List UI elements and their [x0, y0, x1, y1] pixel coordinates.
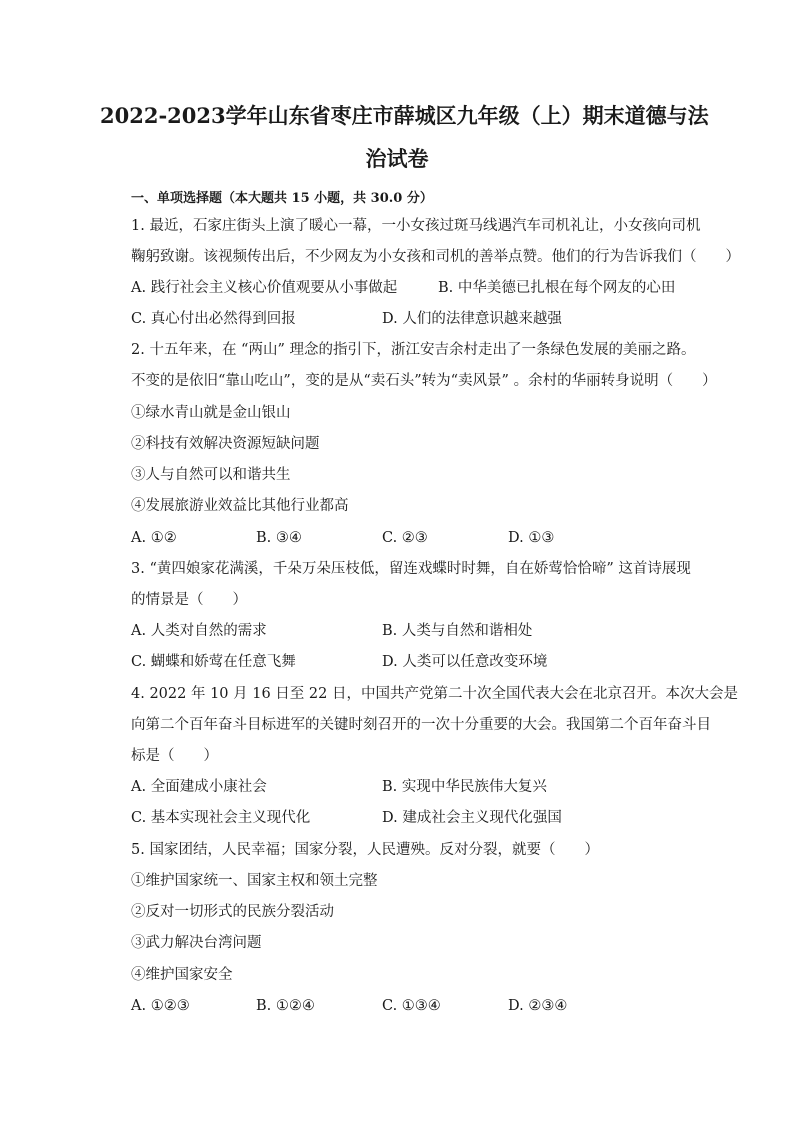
q4-option-b: B. 实现中华民族伟大复兴: [382, 779, 547, 795]
q5-item-2: ②反对一切形式的民族分裂活动: [131, 904, 334, 920]
q5-stem-line-1: 5. 国家团结，人民幸福；国家分裂，人民遭殃。反对分裂，就要（ ）: [131, 842, 599, 858]
q4-stem-line-2: 向第二个百年奋斗目标进军的关键时刻召开的一次十分重要的大会。我国第二个百年奋斗目: [131, 717, 711, 733]
q4-option-d: D. 建成社会主义现代化强国: [382, 810, 562, 826]
q3-option-d: D. 人类可以任意改变环境: [382, 654, 548, 670]
q5-option-c: C. ①③④: [382, 998, 441, 1014]
q5-item-4: ④维护国家安全: [131, 967, 233, 983]
q2-item-3: ③人与自然可以和谐共生: [131, 467, 291, 483]
q2-stem-line-2: 不变的是依旧“靠山吃山”，变的是从“卖石头”转为“卖风景” 。余村的华丽转身说明（ ）: [131, 373, 717, 389]
q5-item-1: ①维护国家统一、国家主权和领土完整: [131, 873, 378, 889]
q2-option-d: D. ①③: [508, 530, 555, 546]
q3-option-a: A. 人类对自然的需求: [131, 623, 267, 639]
q2-item-4: ④发展旅游业效益比其他行业都高: [131, 498, 349, 514]
q1-stem-line-1: 1. 最近，石家庄街头上演了暖心一幕，一小女孩过斑马线遇汽车司机礼让，小女孩向司机: [131, 218, 701, 234]
q3-stem-line-2: 的情景是（ ）: [131, 592, 247, 608]
q4-stem-line-3: 标是（ ）: [131, 748, 218, 764]
q1-option-b: B. 中华美德已扎根在每个网友的心田: [438, 280, 676, 296]
q4-stem-line-1: 4. 2022 年 10 月 16 日至 22 日，中国共产党第二十次全国代表大会在北京召开。本次大会是: [131, 686, 738, 702]
q5-item-3: ③武力解决台湾问题: [131, 935, 262, 951]
q1-option-c: C. 真心付出必然得到回报: [131, 311, 296, 327]
q4-option-c: C. 基本实现社会主义现代化: [131, 810, 311, 826]
q2-item-2: ②科技有效解决资源短缺问题: [131, 436, 320, 452]
exam-title-line-2: 治试卷: [365, 146, 429, 171]
q5-option-d: D. ②③④: [508, 998, 568, 1014]
q2-option-b: B. ③④: [256, 530, 302, 546]
q4-option-a: A. 全面建成小康社会: [131, 779, 267, 795]
q1-option-d: D. 人们的法律意识越来越强: [382, 311, 562, 327]
q5-option-a: A. ①②③: [131, 998, 190, 1014]
q3-option-c: C. 蝴蝶和娇莺在任意飞舞: [131, 654, 296, 670]
q3-stem-line-1: 3. “黄四娘家花满溪，千朵万朵压枝低，留连戏蝶时时舞，自在娇莺恰恰啼” 这首诗展现: [131, 561, 691, 577]
section-heading: 一、单项选择题（本大题共 15 小题，共 30.0 分）: [131, 191, 433, 206]
q1-stem-line-2: 鞠躬致谢。该视频传出后，不少网友为小女孩和司机的善举点赞。他们的行为告诉我们（ ）: [131, 249, 740, 265]
q2-item-1: ①绿水青山就是金山银山: [131, 405, 291, 421]
exam-title-line-1: 2022-2023学年山东省枣庄市薛城区九年级（上）期末道德与法: [100, 103, 709, 128]
q2-option-a: A. ①②: [131, 530, 177, 546]
q3-option-b: B. 人类与自然和谐相处: [382, 623, 533, 639]
q2-stem-line-1: 2. 十五年来，在 “两山” 理念的指引下，浙江安吉余村走出了一条绿色发展的美丽之路。: [131, 342, 696, 358]
q1-option-a: A. 践行社会主义核心价值观要从小事做起: [131, 280, 398, 296]
q2-option-c: C. ②③: [382, 530, 428, 546]
q5-option-b: B. ①②④: [256, 998, 315, 1014]
